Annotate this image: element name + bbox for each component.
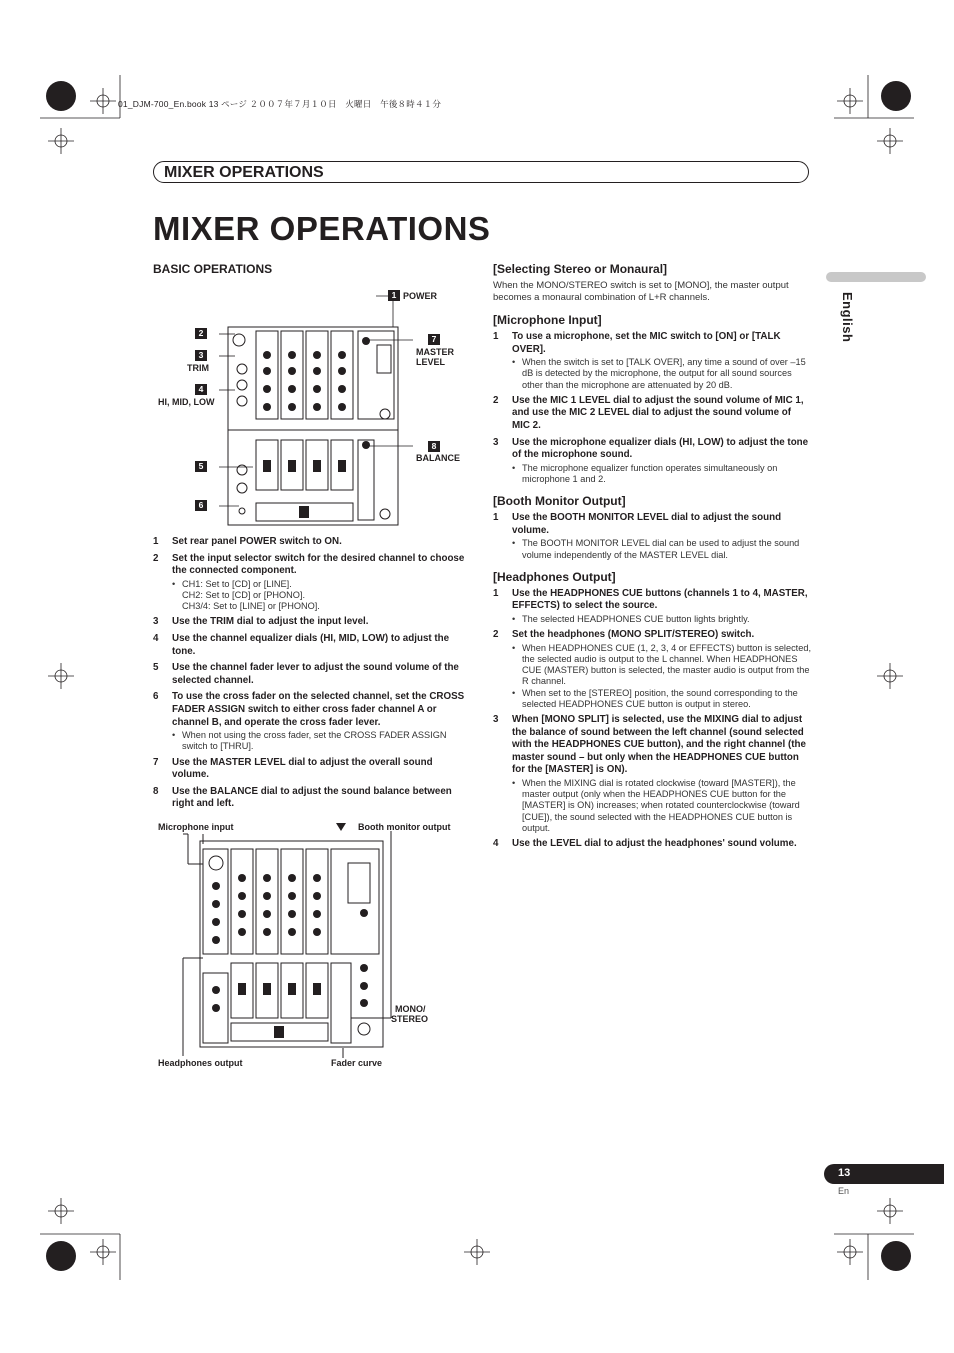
booth-steps-list — [493, 512, 811, 561]
headphones-step: 4 Use the LEVEL dial to adjust the headphones' sound volume. — [493, 837, 797, 849]
basic-step: 2 Set the input selector switch for the desired channel to choose the connected component. • CH1: Set to [CD] or [LINE]. CH2: Set to [CD] or [PHONO]. CH3/4: Set to [LINE] or [PHONO]. — [153, 553, 471, 613]
callout-badge-6: 6 — [195, 500, 207, 511]
mic-step: 3 Use the microphone equalizer dials (HI, LOW) to adjust the tone of the microphone sound. • The microphone equalizer function operates simultaneously on microphone 1 and 2. — [493, 437, 811, 486]
label-balance: BALANCE — [416, 453, 460, 463]
label-headphones-output: Headphones output — [158, 1058, 243, 1068]
page-number: 13 — [838, 1167, 851, 1179]
microphone-steps-list — [493, 331, 811, 485]
note: • The BOOTH MONITOR LEVEL dial can be used to adjust the sound volume independently of the MASTER LEVEL dial. — [512, 538, 811, 560]
headphones-steps-list — [493, 588, 811, 851]
booth-step: 1 Use the BOOTH MONITOR LEVEL dial to adjust the sound volume. • The BOOTH MONITOR LEVEL dial can be used to adjust the sound volume independently of the MASTER LEVEL dial. — [493, 512, 811, 561]
booth-monitor-section — [493, 494, 811, 561]
note: • When not using the cross fader, set the CROSS FADER ASSIGN switch to [THRU]. — [172, 730, 471, 752]
page-title: MIXER OPERATIONS — [153, 210, 491, 247]
note: • The microphone equalizer function operates simultaneously on microphone 1 and 2. — [512, 463, 811, 485]
headphones-step: 3 When [MONO SPLIT] is selected, use the MIXING dial to adjust the balance of sound between the left channel (sound selected with the HEADPHONES CUE button), and the right channel (the master sound – but only when the HEADPHONES CUE button for the [MASTER] is ON). • When the MIXING dial is rotated clockwise (toward [MASTER]), the master output (only when the HEADPHONES CUE button for the [MASTER] is ON) increases; when rotated counterclockwise (toward [CUE]), the sound selected with the HEADPHONES CUE button is output. — [493, 714, 811, 834]
callout-badge-5: 5 — [195, 461, 207, 472]
label-level: LEVEL — [416, 357, 446, 367]
headphones-step: 2 Set the headphones (MONO SPLIT/STEREO) switch. • When HEADPHONES CUE (1, 2, 3, 4 or EFFECTS) button is selected, the selected audio is output to the L channel. When HEADPHONES CUE (MASTER) button is selected, the master audio is output from the R channel. • When set to the [STEREO] position, the sound corresponding to the selected HEADPHONES CUE button is output in stereo. — [493, 629, 811, 710]
stereo-monaural-text: When the MONO/STEREO switch is set to [MONO], the master output becomes a monaural combination of L+R channels. — [493, 280, 789, 303]
stereo-monaural-section — [493, 262, 811, 303]
note: CH2: Set to [CD] or [PHONO]. — [182, 589, 306, 600]
basic-steps-list — [153, 536, 471, 811]
basic-step: 6 To use the cross fader on the selected channel, set the CROSS FADER ASSIGN switch to either cross fader channel A or channel B, and operate the cross fader lever. • When not using the cross fader, set the CROSS FADER ASSIGN switch to [THRU]. — [153, 691, 471, 752]
headphones-output-section — [493, 570, 811, 851]
mic-step: 1 To use a microphone, set the MIC switch to [ON] or [TALK OVER]. • When the switch is set to [TALK OVER], any time a sound of over –15 dB is detected by the microphone, the output for all sound sources other than the microphone are attenuated by 20 dB. — [493, 331, 811, 391]
basic-step: 1 Set rear panel POWER switch to ON. — [153, 536, 342, 547]
callout-badge-3: 3 — [195, 350, 207, 361]
section-header-label: MIXER OPERATIONS — [164, 164, 324, 181]
note: CH3/4: Set to [LINE] or [PHONO]. — [182, 601, 320, 612]
label-mono: MONO/ — [395, 1004, 426, 1014]
headphones-step: 1 Use the HEADPHONES CUE buttons (channels 1 to 4, MASTER, EFFECTS) to select the source. • The selected HEADPHONES CUE button lights brightly. — [493, 588, 811, 625]
mixer-diagram-features — [153, 818, 473, 1073]
language-label: English — [840, 292, 855, 343]
right-column — [493, 262, 811, 860]
callout-badge-7: 7 — [428, 334, 440, 345]
microphone-input-section — [493, 313, 811, 485]
label-microphone-input: Microphone input — [158, 822, 234, 832]
label-trim: TRIM — [187, 363, 209, 373]
label-fader-curve: Fader curve — [331, 1058, 383, 1068]
note: • CH1: Set to [CD] or [LINE]. — [172, 579, 471, 590]
note: • When the MIXING dial is rotated clockwise (toward [MASTER]), the master output (only when the HEADPHONES CUE button for the [MASTER] is ON) increases; when rotated counterclockwise (toward [CUE]), the sound selected with the HEADPHONES CUE button is output. — [512, 778, 811, 834]
callout-badge-1: 1 — [388, 290, 400, 301]
mixer-diagram-basic — [153, 285, 473, 535]
print-header-line: 01_DJM-700_En.book 13 ページ ２００７年７月１０日 火曜日 午後８時４１分 — [118, 99, 442, 109]
callout-badge-2: 2 — [195, 328, 207, 339]
basic-step: 3 Use the TRIM dial to adjust the input level. — [153, 616, 369, 628]
callout-badge-8: 8 — [428, 441, 440, 452]
mic-step: 2 Use the MIC 1 LEVEL dial to adjust the sound volume of MIC 1, and use the MIC 2 LEVEL dial to adjust the sound volume of MIC 2. — [493, 394, 804, 431]
basic-step: 4 Use the channel equalizer dials (HI, MID, LOW) to adjust the tone. — [153, 632, 450, 657]
stereo-monaural-heading: [Selecting Stereo or Monaural] — [493, 262, 668, 276]
callout-badge-4: 4 — [195, 384, 207, 395]
mixer-panel-drawing-2 — [153, 818, 473, 1073]
booth-monitor-heading: [Booth Monitor Output] — [493, 494, 626, 509]
note: • The selected HEADPHONES CUE button lights brightly. — [512, 614, 811, 625]
label-hi-mid-low: HI, MID, LOW — [158, 397, 215, 407]
label-stereo: STEREO — [391, 1014, 429, 1024]
section-header-bar — [153, 161, 809, 183]
label-booth-monitor-output: Booth monitor output — [358, 822, 451, 832]
language-tab — [826, 272, 926, 282]
label-power: POWER — [403, 291, 438, 301]
label-master: MASTER — [416, 347, 454, 357]
note: • When the switch is set to [TALK OVER], any time a sound of over –15 dB is detected by the microphone, the output for all sound sources other than the microphone are attenuated by 20 dB. — [512, 357, 811, 391]
basic-step: 7 Use the MASTER LEVEL dial to adjust the overall sound volume. — [153, 756, 433, 781]
basic-step: 8 Use the BALANCE dial to adjust the sound balance between right and left. — [153, 785, 452, 810]
headphones-output-heading: [Headphones Output] — [493, 569, 616, 584]
note: • When set to the [STEREO] position, the sound corresponding to the selected HEADPHONES CUE button is output in stereo. — [512, 688, 811, 710]
left-column — [153, 262, 471, 280]
microphone-input-heading: [Microphone Input] — [493, 313, 602, 327]
basic-operations-heading: BASIC OPERATIONS — [153, 262, 273, 276]
note: • When HEADPHONES CUE (1, 2, 3, 4 or EFFECTS) button is selected, the selected audio is output to the L channel. When HEADPHONES CUE (MASTER) button is selected, the master audio is output from the R channel. — [512, 643, 811, 688]
basic-step: 5 Use the channel fader lever to adjust the sound volume of the selected channel. — [153, 662, 459, 686]
basic-operations-steps — [153, 536, 471, 815]
mixer-panel-drawing — [153, 285, 473, 535]
page-language: En — [838, 1186, 850, 1196]
